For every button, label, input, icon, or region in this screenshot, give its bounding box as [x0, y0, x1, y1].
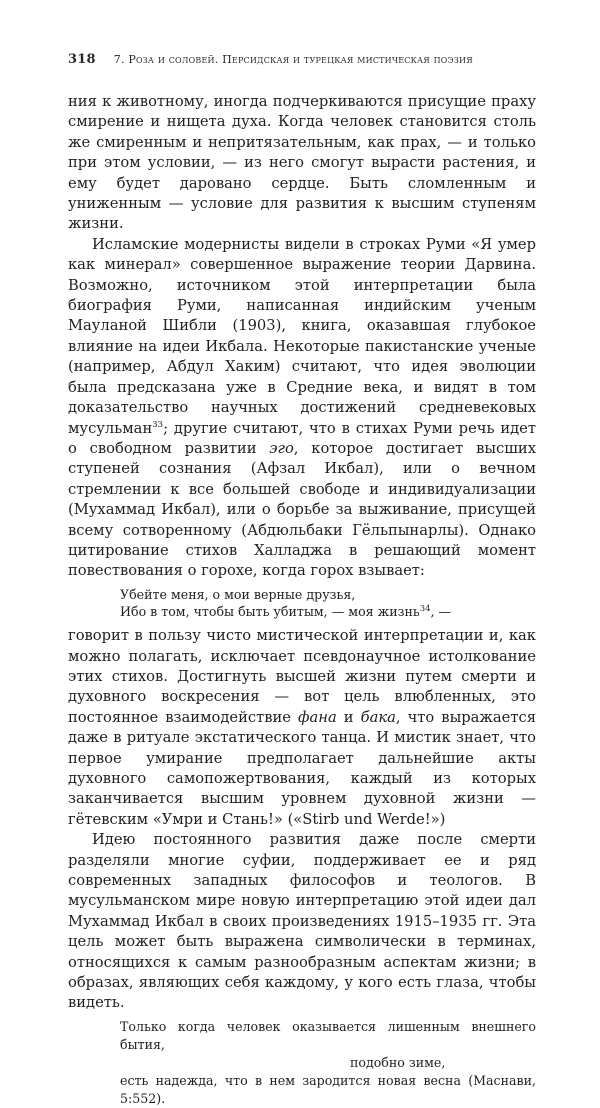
poem-quote-1: [120, 586, 536, 620]
poem-1-line-1: Убейте меня, о мои верные друзья,: [120, 586, 356, 602]
paragraph-3-part-2: , что выражается даже в ритуале экстатического танца. И мистик знает, что первое умирание предполагает дальнейшие акты духовного самопожертвования, каждый из которых заканчивается высшим уровнем духовной жизни — гётевским «Умри и Стань!» («Stirb und Werde!»): [68, 708, 536, 828]
paragraph-4: Идею постоянного развития даже после смерти разделяли многие суфии, поддерживает ее и ряд современных западных философов и теологов. В мусульманском мире новую интерпретацию этой идеи дал Мухаммад Икбал в своих произведениях 1915–1935 гг. Эта цель может быть выражена символически в терминах, относящихся к самым разнообразным аспектам жизни; в образах, являющих себя каждому, у кого есть глаза, чтобы видеть.: [68, 831, 536, 1012]
paragraph-3-and: и: [336, 708, 361, 726]
paragraph-3: [68, 626, 536, 830]
paragraph-2-part-3: , которое достигает высших ступеней сознания (Афзал Икбал), или о вечном стремлении к все большей свободе и индивидуализации (Мухаммад Икбал), или о борьбе за выживание, присущей всему сотворенному (Абдюльбаки Гёльпынарлы). Однако цитирование стихов Халладжа в решающий момент повествования о горохе, когда горох взывает:: [68, 439, 536, 580]
poem-2-line-1: Только когда человек оказывается лишенным внешнего бытия,: [120, 1018, 536, 1052]
running-header: [68, 52, 538, 67]
poem-1-line-2-wrap: [120, 603, 536, 620]
term-ego: эго: [269, 439, 294, 457]
poem-1-line-2-end: , —: [430, 603, 452, 619]
paragraph-2-part-1: Исламские модернисты видели в строках Руми «Я умер как минерал» совершенное выражение теории Дарвина. Возможно, источником этой интерпретации была биография Руми, написанная индийским ученым Мауланой Шибли (1903), книга, оказавшая глубокое влияние на идеи Икбала. Некоторые пакистанские ученые (например, Абдул Хаким) считают, что идея эволюции была предсказана уже в Средние века, и видят в том доказательство научных достижений средневековых мусульман: [68, 235, 536, 437]
paragraph-2: [68, 235, 536, 582]
term-fana: фана: [298, 708, 337, 726]
paragraph-3-part-1: говорит в пользу чисто мистической интерпретации и, как можно полагать, исключает псевдонаучное истолкование этих стихов. Достигнуть высшей жизни путем смерти и духовного воскресения — вот цель влюбленных, это постоянное взаимодействие: [68, 627, 536, 726]
footnote-ref-33: 33: [152, 419, 164, 430]
footnote-ref-34: 34: [419, 603, 431, 614]
page-number: 318: [68, 52, 96, 67]
chapter-title: 7. Роза и соловей. Персидская и турецкая мистическая поэзия: [113, 53, 473, 66]
paragraph-2-part-2: ; другие считают, что в стихах Руми речь идет о свободном развитии: [68, 419, 536, 457]
paragraph-1: ния к животному, иногда подчеркиваются присущие праху смирение и нищета духа. Когда человек становится столь же смиренным и непритязательным, как прах, — и только при этом условии, — из него смогут вырасти растения, и ему будет даровано сердце. Быть сломленным и униженным — условие для развития к высшим ступеням жизни.: [68, 93, 536, 233]
poem-1-line-2: Ибо в том, чтобы быть убитым, — моя жизнь: [120, 603, 420, 619]
poem-2-line-3: есть надежда, что в нем зародится новая весна (Маснави, 5:552).: [120, 1072, 536, 1106]
term-baka: бака: [360, 708, 396, 726]
poem-2-line-2: подобно зиме,: [350, 1054, 446, 1070]
main-text: [68, 92, 536, 1108]
poem-quote-2: [120, 1018, 536, 1108]
